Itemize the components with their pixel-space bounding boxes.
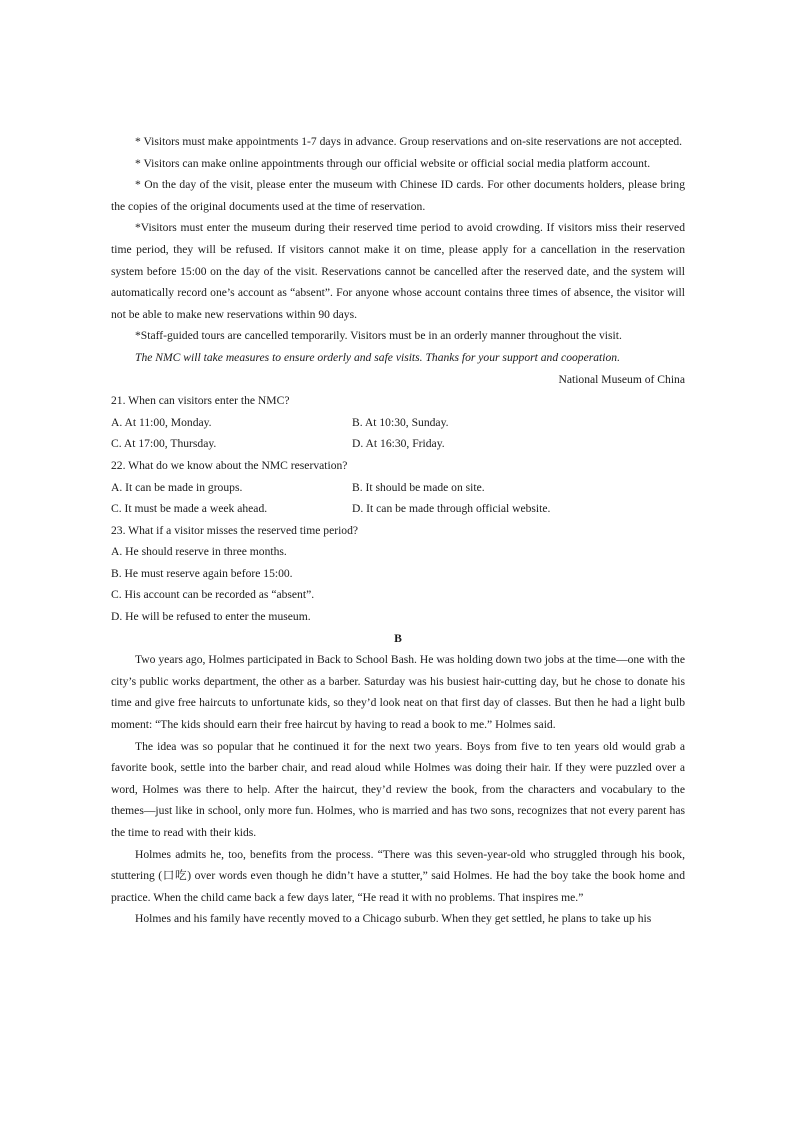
rule-1: * Visitors must make appointments 1-7 days in advance. Group reservations and on-site reservations are not accepted. (135, 135, 683, 148)
option-c: C. It must be made a week ahead. (111, 502, 268, 516)
option-row (111, 412, 685, 434)
rule-3: * On the day of the visit, please enter the museum with Chinese ID cards. For other documents holders, please bring the copies of the original documents used at the time of reservation. (111, 178, 685, 213)
option-b: B. He must reserve again before 15:00. (111, 566, 293, 580)
option-d: D. At 16:30, Friday. (352, 437, 445, 451)
option-b: B. It should be made on site. (352, 480, 485, 494)
question-22 (111, 455, 685, 520)
option-d: D. He will be refused to enter the museum. (111, 610, 311, 624)
option-a: A. It can be made in groups. (111, 480, 243, 494)
rule-2: * Visitors can make online appointments through our official website or official social media platform account. (135, 156, 651, 170)
question-stem: 22. What do we know about the NMC reservation? (111, 458, 348, 472)
section-b-title: B (394, 631, 402, 645)
rule-4: *Visitors must enter the museum during their reserved time period to avoid crowding. If visitors miss their reserved time period, they will be refused. If visitors cannot make it on time, please apply for a cancellation in the reservation system before 15:00 on the day of the visit. Reservations cannot be cancelled after the reserved date, and the system will automatically record one’s account as “absent”. For anyone whose account contains three times of absence, the visitor will not be able to make new reservations within 90 days. (111, 221, 685, 321)
closing-note: The NMC will take measures to ensure orderly and safe visits. Thanks for your support and cooperation. (135, 350, 620, 364)
option-b: B. At 10:30, Sunday. (352, 415, 449, 429)
option-c: C. At 17:00, Thursday. (111, 437, 217, 451)
passage-b-paragraph-1: Two years ago, Holmes participated in Back to School Bash. He was holding down two jobs at the time—one with the city’s public works department, the other as a barber. Saturday was his busiest hair-cutting day, but he chose to donate his time and give free haircuts to unfortunate kids, so they’d look neat on that first day of classes. But then he had a light bulb moment: “The kids should earn their free haircut by having to read a book to me.” Holmes said. (111, 653, 685, 732)
option-a: A. He should reserve in three months. (111, 545, 287, 559)
document-page (111, 131, 685, 930)
option-row (111, 433, 685, 455)
passage-b-paragraph-2: The idea was so popular that he continued it for the next two years. Boys from five to ten years old would grab a favorite book, settle into the barber chair, and read aloud while Holmes was doing their hair. If they were puzzled over a word, Holmes was there to help. After the haircut, they’d review the book, from the characters and vocabulary to the themes—just like in school, only more fun. Holmes, who is married and has two sons, recognizes that not every parent has the time to read with their kids. (111, 739, 685, 839)
option-a: A. At 11:00, Monday. (111, 415, 212, 429)
passage-b-paragraph-4: Holmes and his family have recently moved to a Chicago suburb. When they get settled, he plans to take up his (135, 912, 652, 926)
question-23 (111, 520, 685, 628)
question-stem: 21. When can visitors enter the NMC? (111, 394, 290, 408)
option-d: D. It can be made through official website. (352, 502, 551, 516)
passage-b-paragraph-3: Holmes admits he, too, benefits from the process. “There was this seven-year-old who struggled through his book, stuttering (口吃) over words even though he didn’t have a stutter,” said Holmes. He had the boy take the book home and practice. When the child came back a few days later, “He read it with no problems. That inspires me.” (111, 847, 685, 904)
signature: National Museum of China (558, 372, 685, 386)
question-21 (111, 390, 685, 455)
option-row (111, 477, 685, 499)
option-c: C. His account can be recorded as “absent”. (111, 588, 315, 602)
question-stem: 23. What if a visitor misses the reserved time period? (111, 523, 359, 537)
option-row (111, 498, 685, 520)
rule-5: *Staff-guided tours are cancelled temporarily. Visitors must be in an orderly manner throughout the visit. (135, 329, 622, 343)
